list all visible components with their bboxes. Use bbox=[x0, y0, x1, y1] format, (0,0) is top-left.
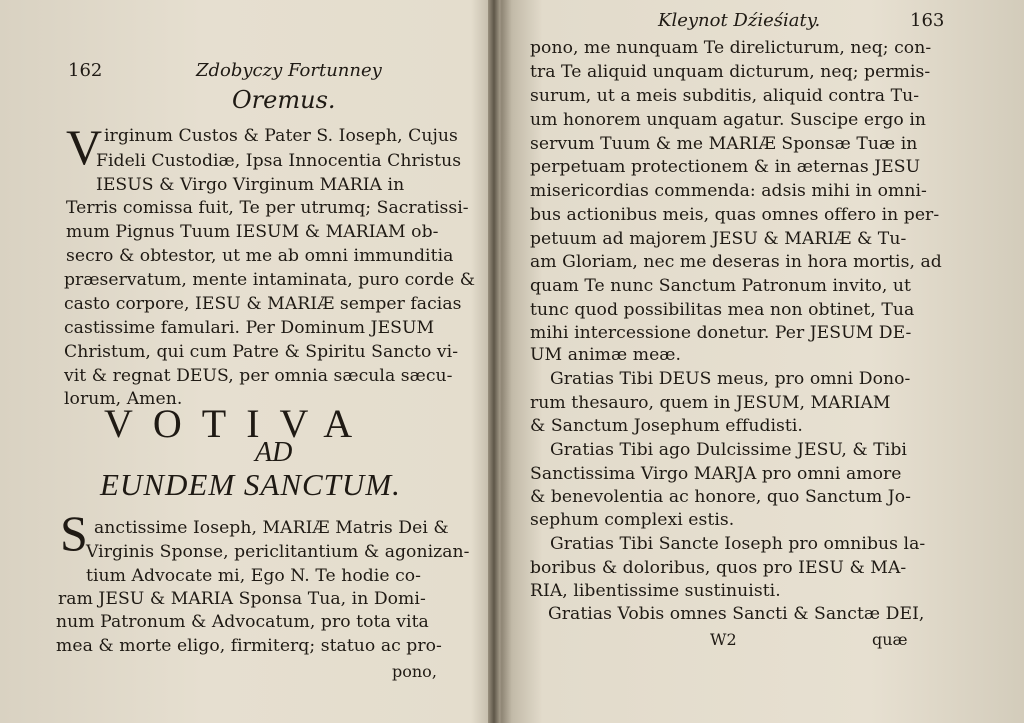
prayer-line: secro & obtestor, ut me ab omni immunditia bbox=[66, 246, 454, 266]
prayer-line: lorum, Amen. bbox=[64, 389, 183, 409]
right-text-line: tunc quod possibilitas mea non obtinet, Tua bbox=[530, 300, 915, 320]
left-page-number: 162 bbox=[68, 60, 103, 81]
prayer-line: præservatum, mente intaminata, puro corde & bbox=[64, 270, 476, 290]
right-text-line: Gratias Tibi DEUS meus, pro omni Dono- bbox=[550, 369, 911, 389]
prayer-line: IESUS & Virgo Virginum MARIA in bbox=[96, 175, 405, 195]
right-text-line: bus actionibus meis, quas omnes offero in per- bbox=[530, 205, 940, 225]
right-running-head: Kleynot Dźieśiaty. bbox=[658, 10, 821, 31]
right-text-line: Gratias Vobis omnes Sancti & Sanctæ DEI, bbox=[548, 604, 925, 624]
right-text-line: & benevolentia ac honore, quo Sanctum Jo- bbox=[530, 487, 912, 507]
right-text-line: Gratias Tibi Sancte Ioseph pro omnibus la- bbox=[550, 534, 926, 554]
prayer-line: Christum, qui cum Patre & Spiritu Sancto vi- bbox=[64, 342, 459, 362]
right-text-line: um honorem unquam agatur. Suscipe ergo in bbox=[530, 110, 927, 130]
prayer-line: vit & regnat DEUS, per omnia sæcula sæcu- bbox=[64, 366, 453, 386]
oremus-heading: Oremus. bbox=[232, 86, 336, 114]
prayer-line: Terris comissa fuit, Te per utrumq; Sacratissi- bbox=[66, 198, 469, 218]
votiva-drop-cap: S bbox=[60, 505, 88, 561]
left-page bbox=[0, 0, 492, 723]
right-text-line: pono, me nunquam Te direlicturum, neq; con- bbox=[530, 38, 932, 58]
right-text-line: petuum ad majorem JESU & MARIÆ & Tu- bbox=[530, 229, 907, 249]
right-text-line: surum, ut a meis subditis, aliquid contra Tu- bbox=[530, 86, 920, 106]
right-text-line: sephum complexi estis. bbox=[530, 510, 735, 530]
right-text-line: servum Tuum & me MARIÆ Sponsæ Tuæ in bbox=[530, 134, 918, 154]
prayer-line: mum Pignus Tuum IESUM & MARIAM ob- bbox=[66, 222, 439, 242]
votiva-title: VOTIVA bbox=[104, 401, 373, 446]
eundem-sanctum-title: EUNDEM SANCTUM. bbox=[100, 467, 401, 502]
votiva-line: num Patronum & Advocatum, pro tota vita bbox=[56, 612, 429, 632]
ad-title: AD bbox=[255, 437, 293, 468]
prayer-drop-cap: V bbox=[66, 119, 103, 175]
book-gutter bbox=[488, 0, 500, 723]
votiva-line: Virginis Sponse, periclitantium & agonizan- bbox=[86, 542, 470, 562]
right-text-line: rum thesauro, quem in JESUM, MARIAM bbox=[530, 393, 891, 413]
right-text-line: misericordias commenda: adsis mihi in omni- bbox=[530, 181, 927, 201]
prayer-line: irginum Custos & Pater S. Ioseph, Cujus bbox=[104, 126, 458, 146]
right-text-line: tra Te aliquid unquam dicturum, neq; permis- bbox=[530, 62, 931, 82]
right-text-line: UM animæ meæ. bbox=[530, 345, 682, 365]
right-text-line: quam Te nunc Sanctum Patronum invito, ut bbox=[530, 276, 911, 296]
votiva-line: ram JESU & MARIA Sponsa Tua, in Domi- bbox=[58, 589, 426, 609]
right-text-line: & Sanctum Josephum effudisti. bbox=[530, 416, 803, 436]
right-text-line: mihi intercessione donetur. Per JESUM DE- bbox=[530, 323, 912, 343]
votiva-line: mea & morte eligo, firmiterq; statuo ac pro- bbox=[56, 636, 442, 656]
right-page bbox=[500, 0, 1024, 723]
left-catchword: pono, bbox=[392, 662, 437, 681]
right-text-line: am Gloriam, nec me deseras in hora mortis, ad bbox=[530, 252, 942, 272]
right-text-line: boribus & doloribus, quos pro IESU & MA- bbox=[530, 558, 907, 578]
right-text-line: Sanctissima Virgo MARJA pro omni amore bbox=[530, 464, 902, 484]
right-text-line: Gratias Tibi ago Dulcissime JESU, & Tibi bbox=[550, 440, 907, 460]
right-text-line: perpetuam protectionem & in æternas JESU bbox=[530, 157, 921, 177]
prayer-line: castissime famulari. Per Dominum JESUM bbox=[64, 318, 435, 338]
signature-mark: W2 bbox=[710, 630, 737, 649]
left-running-head: Zdobyczy Fortunney bbox=[196, 60, 382, 81]
right-page-number: 163 bbox=[910, 10, 945, 31]
votiva-line: tium Advocate mi, Ego N. Te hodie co- bbox=[86, 566, 422, 586]
prayer-line: casto corpore, IESU & MARIÆ semper facias bbox=[64, 294, 462, 314]
right-catchword: quæ bbox=[872, 630, 908, 649]
prayer-line: Fideli Custodiæ, Ipsa Innocentia Christus bbox=[96, 151, 462, 171]
right-text-line: RIA, libentissime sustinuisti. bbox=[530, 581, 781, 601]
votiva-line: anctissime Ioseph, MARIÆ Matris Dei & bbox=[94, 518, 449, 538]
